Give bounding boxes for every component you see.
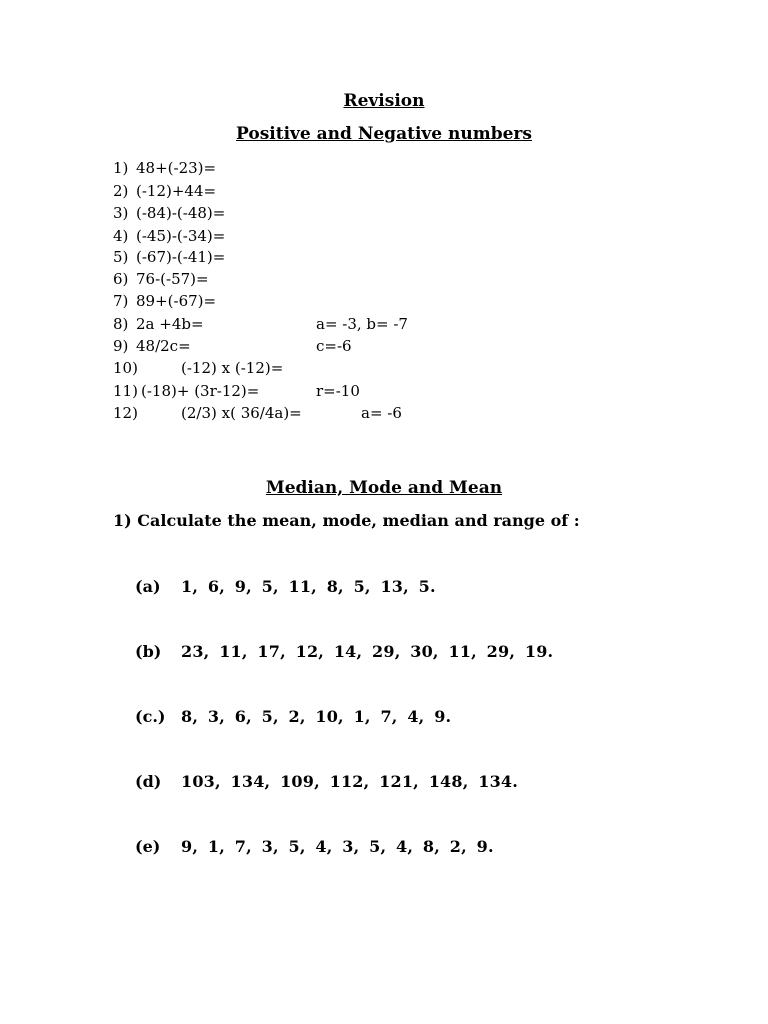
data-set-label: (e) xyxy=(135,837,161,856)
question-number: 7) xyxy=(113,292,129,310)
section1-heading: Positive and Negative numbers xyxy=(236,124,532,144)
question-row xyxy=(113,313,408,335)
question-expression: 89+(-67)= xyxy=(136,292,217,310)
data-set-values: 23, 11, 17, 12, 14, 29, 30, 11, 29, 19. xyxy=(181,642,554,661)
question-number: 6) xyxy=(113,270,129,288)
data-set-label: (b) xyxy=(135,642,162,661)
question-number: 12) xyxy=(113,404,138,422)
given-values: a= -6 xyxy=(361,404,402,422)
question-expression: 2a +4b= xyxy=(136,315,204,333)
question-expression: (-45)-(-34)= xyxy=(136,227,226,245)
question-row xyxy=(113,157,217,179)
question-row xyxy=(113,402,402,424)
data-set-label: (d) xyxy=(135,772,162,791)
data-set-label: (c.) xyxy=(135,707,166,726)
section2-instruction: 1) Calculate the mean, mode, median and range of : xyxy=(113,511,580,530)
data-set-values: 8, 3, 6, 5, 2, 10, 1, 7, 4, 9. xyxy=(181,707,452,726)
data-set-label: (a) xyxy=(135,577,161,596)
given-values: r=-10 xyxy=(316,382,360,400)
question-expression: (-12)+44= xyxy=(136,182,217,200)
question-expression: 76-(-57)= xyxy=(136,270,209,288)
question-row xyxy=(113,335,352,357)
question-expression: 48/2c= xyxy=(136,337,191,355)
question-number: 9) xyxy=(113,337,129,355)
section2-heading: Median, Mode and Mean xyxy=(265,478,503,498)
question-number: 11) xyxy=(113,382,138,400)
question-row xyxy=(113,180,217,202)
question-number: 10) xyxy=(113,359,138,377)
question-number: 1) xyxy=(113,159,129,177)
question-row xyxy=(113,357,284,379)
question-row xyxy=(113,268,209,290)
data-set-values: 103, 134, 109, 112, 121, 148, 134. xyxy=(181,772,519,791)
question-expression: (-18)+ (3r-12)= xyxy=(141,382,260,400)
question-row xyxy=(113,202,226,224)
question-row xyxy=(113,380,360,402)
question-expression: (-84)-(-48)= xyxy=(136,204,226,222)
given-values: c=-6 xyxy=(316,337,352,355)
question-number: 3) xyxy=(113,204,129,222)
data-set-values: 1, 6, 9, 5, 11, 8, 5, 13, 5. xyxy=(181,577,436,596)
question-expression: (-67)-(-41)= xyxy=(136,248,226,266)
question-number: 2) xyxy=(113,182,129,200)
given-values: a= -3, b= -7 xyxy=(316,315,408,333)
question-row xyxy=(113,246,226,268)
question-expression: 48+(-23)= xyxy=(136,159,217,177)
question-expression: (-12) x (-12)= xyxy=(181,359,284,377)
question-number: 8) xyxy=(113,315,129,333)
question-number: 4) xyxy=(113,227,129,245)
page-title: Revision xyxy=(343,91,425,111)
question-expression: (2/3) x( 36/4a)= xyxy=(181,404,302,422)
data-set-values: 9, 1, 7, 3, 5, 4, 3, 5, 4, 8, 2, 9. xyxy=(181,837,494,856)
question-row xyxy=(113,225,226,247)
question-number: 5) xyxy=(113,248,129,266)
question-row xyxy=(113,290,217,312)
